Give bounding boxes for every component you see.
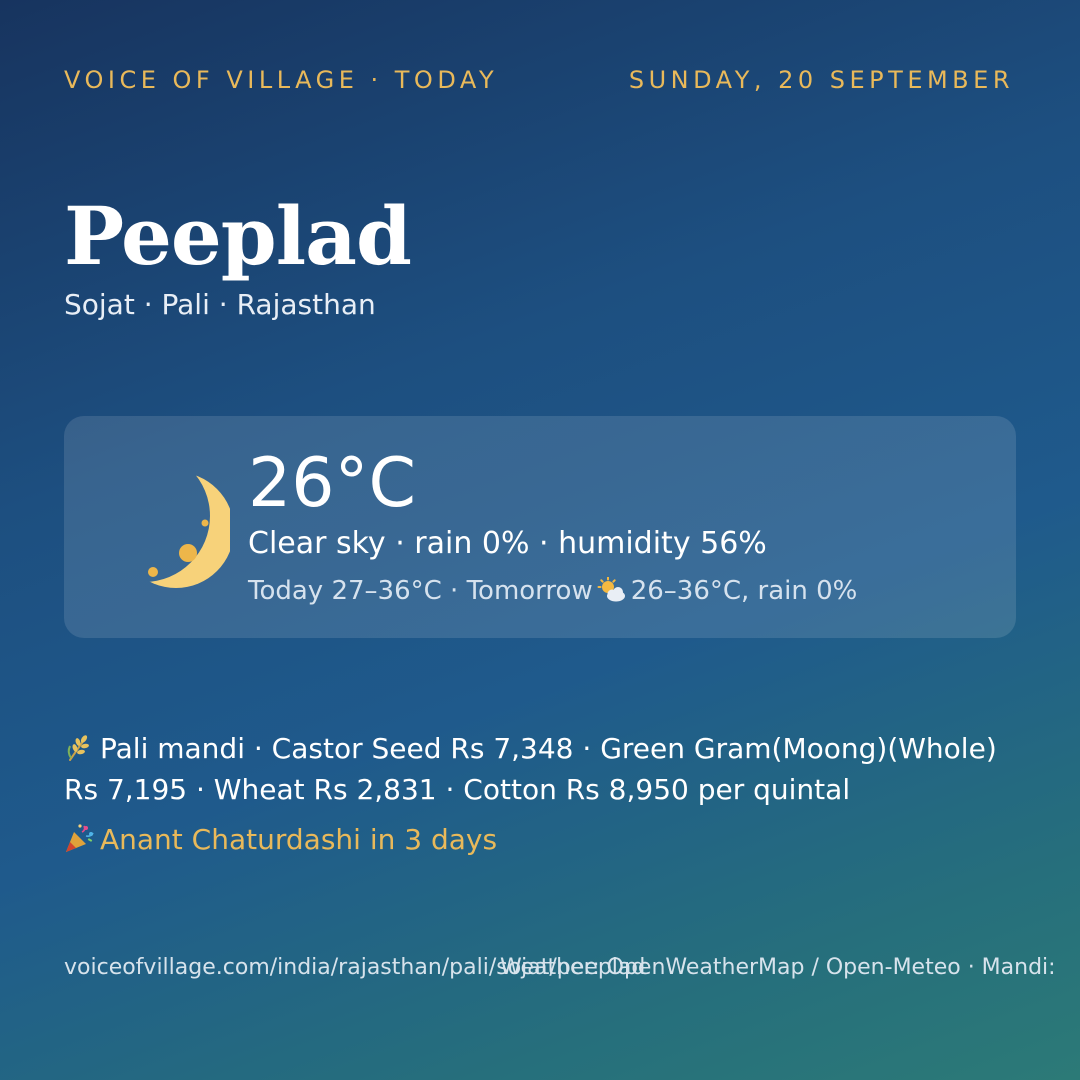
date-label: SUNDAY, 20 SEPTEMBER [628,66,1014,94]
tomorrow-forecast: 26–36°C, rain 0% [630,576,858,606]
mandi-prices [64,728,1014,810]
current-temperature: 26°C [248,444,417,523]
party-popper-icon [64,822,96,854]
festival-text: Anant Chaturdashi in 3 days [100,823,498,856]
crescent-moon-icon [100,466,230,596]
village-name: Peeplad [64,189,411,283]
weather-conditions: Clear sky · rain 0% · humidity 56% [248,526,767,561]
footer-source: Weather: OpenWeatherMap / Open-Meteo · Mandi: [500,955,1056,980]
village-location: Sojat · Pali · Rajasthan [64,288,376,321]
festival-note [64,822,497,856]
wheat-icon [64,732,94,762]
sun-behind-cloud-icon [597,577,627,603]
mandi-text: Pali mandi · Castor Seed Rs 7,348 · Green Gram(Moong)(Whole) Rs 7,195 · Wheat Rs 2,831 · Cotton Rs 8,950 per quintal [64,732,997,806]
top-bar [64,66,1014,100]
footer-url[interactable]: voiceofvillage.com/india/rajasthan/pali/sojat/peeplad [64,955,646,980]
brand-label: VOICE OF VILLAGE · TODAY [64,66,499,94]
weather-card [64,416,1016,638]
forecast-line [248,576,857,606]
today-forecast: Today 27–36°C · Tomorrow [248,576,593,606]
